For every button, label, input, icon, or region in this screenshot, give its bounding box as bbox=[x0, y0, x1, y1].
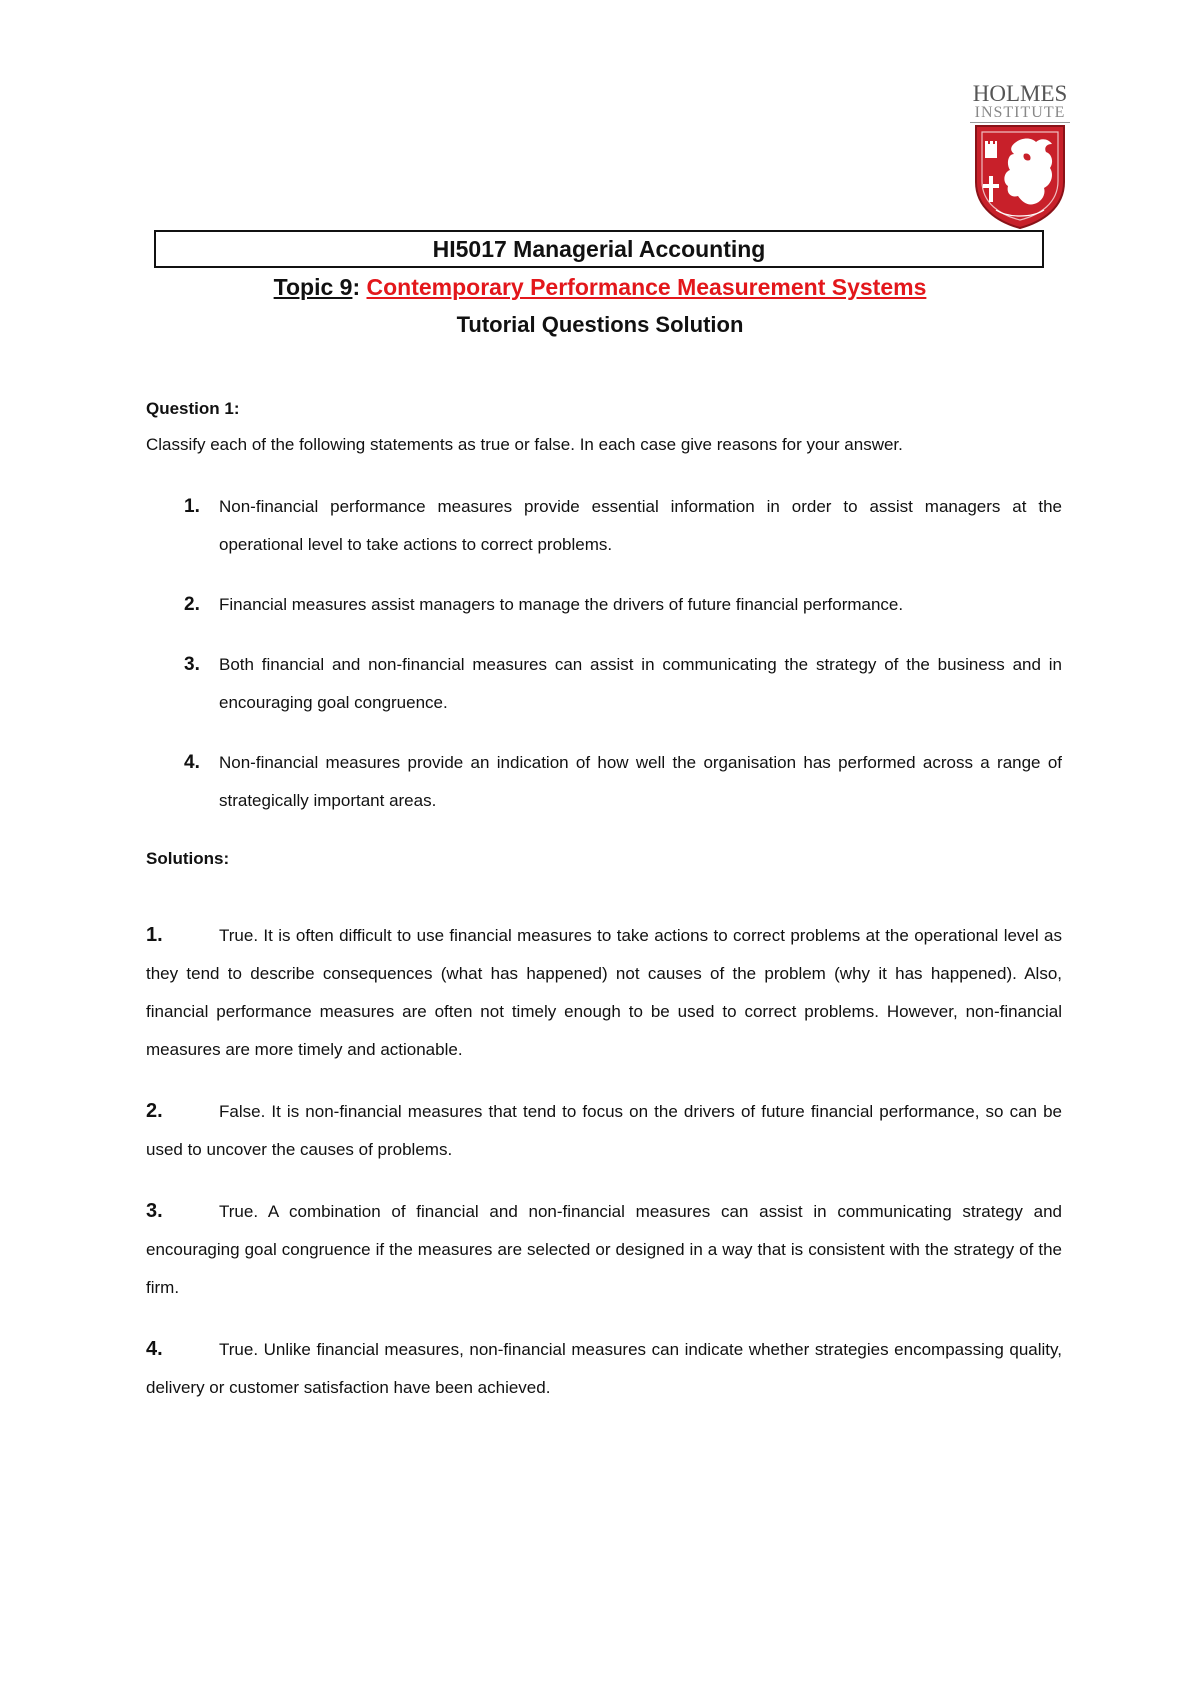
statement-item bbox=[146, 744, 1062, 820]
topic-separator: : bbox=[352, 274, 367, 300]
solution-item bbox=[146, 1330, 1062, 1407]
topic-label: Topic 9 bbox=[273, 274, 353, 300]
course-title: HI5017 Managerial Accounting bbox=[432, 236, 766, 262]
statement-number: 3. bbox=[184, 654, 200, 675]
course-title-box bbox=[154, 230, 1044, 268]
document-subtitle: Tutorial Questions Solution bbox=[456, 312, 744, 337]
topic-line bbox=[0, 272, 1200, 302]
statement-item bbox=[146, 646, 1062, 722]
solution-number: 1. bbox=[146, 924, 163, 946]
statement-text: Both financial and non-financial measures can assist in communicating the strategy of the business and in encouraging goal congruence. bbox=[219, 655, 1062, 712]
solution-text: True. A combination of financial and non-financial measures can assist in communicating strategy and encouraging goal congruence if the measures are selected or designed in a way that is consistent with the strategy of the firm. bbox=[146, 1202, 1062, 1297]
solution-number: 2. bbox=[146, 1100, 163, 1122]
logo-wordmark-institute: INSTITUTE bbox=[970, 104, 1070, 123]
statement-number: 1. bbox=[184, 496, 200, 517]
question-intro: Classify each of the following statements as true or false. In each case give reasons for your answer. bbox=[146, 435, 903, 454]
statement-item bbox=[146, 488, 1062, 564]
topic-title: Contemporary Performance Measurement Systems bbox=[366, 274, 927, 300]
solution-text: True. It is often difficult to use financial measures to take actions to correct problems at the operational level as they tend to describe consequences (what has happened) not causes of the problem (why it has happened). Also, financial performance measures are often not timely enough to be used to correct problems. However, non-financial measures are more timely and actionable. bbox=[146, 926, 1062, 1059]
statement-text: Non-financial measures provide an indication of how well the organisation has performed across a range of strategically important areas. bbox=[219, 753, 1062, 810]
solution-number: 4. bbox=[146, 1338, 163, 1360]
statement-text: Financial measures assist managers to manage the drivers of future financial performance. bbox=[219, 595, 904, 614]
solutions-heading: Solutions: bbox=[146, 849, 230, 868]
institute-logo bbox=[970, 82, 1070, 230]
question-heading: Question 1: bbox=[146, 399, 240, 418]
solution-item bbox=[146, 1192, 1062, 1307]
shield-icon bbox=[972, 124, 1068, 230]
solution-item bbox=[146, 1092, 1062, 1169]
logo-wordmark-holmes: HOLMES bbox=[972, 81, 1068, 106]
solution-item bbox=[146, 916, 1062, 1069]
statement-text: Non-financial performance measures provide essential information in order to assist managers at the operational level to take actions to correct problems. bbox=[219, 497, 1062, 554]
statement-number: 4. bbox=[184, 752, 200, 773]
statement-number: 2. bbox=[184, 594, 200, 615]
statement-item bbox=[146, 586, 1062, 624]
solution-text: True. Unlike financial measures, non-financial measures can indicate whether strategies encompassing quality, delivery or customer satisfaction have been achieved. bbox=[146, 1340, 1062, 1397]
solution-number: 3. bbox=[146, 1200, 163, 1222]
solution-text: False. It is non-financial measures that tend to focus on the drivers of future financial performance, so can be used to uncover the causes of problems. bbox=[146, 1102, 1062, 1159]
